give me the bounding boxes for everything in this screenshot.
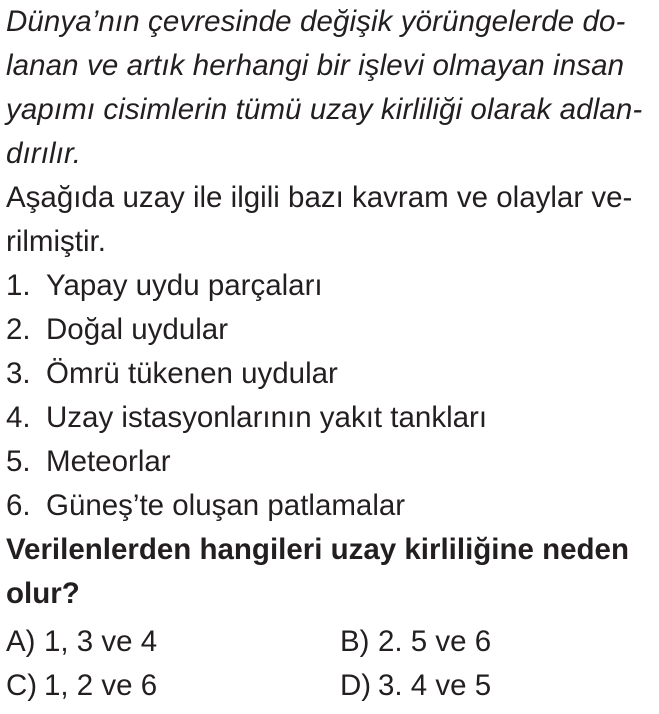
list-item-text: Ömrü tükenen uydular xyxy=(46,357,338,390)
list-item-text: Doğal uydular xyxy=(46,313,229,346)
option-letter: B) xyxy=(340,625,370,658)
list-item-number: 5. xyxy=(6,445,31,478)
list-item-number: 4. xyxy=(6,401,31,434)
intro-line: dırılır. xyxy=(6,137,82,170)
option-text: 1, 3 ve 4 xyxy=(44,625,158,658)
list-item xyxy=(6,308,652,352)
list-item xyxy=(6,396,652,440)
intro-line: yapımı cisimlerin tümü uzay kirliliği olarak adlan- xyxy=(6,93,643,126)
list-item-text: Meteorlar xyxy=(46,445,171,478)
question-line: Verilenlerden hangileri uzay kirliliğine neden xyxy=(6,533,629,566)
lead-line: rilmiştir. xyxy=(6,225,106,258)
option-text: 3. 4 ve 5 xyxy=(378,669,492,702)
list-item-text: Uzay istasyonlarının yakıt tankları xyxy=(46,401,488,434)
option-letter: A) xyxy=(6,625,36,658)
concept-list xyxy=(6,264,652,528)
option-d[interactable] xyxy=(340,664,652,708)
list-item xyxy=(6,440,652,484)
option-c[interactable] xyxy=(6,664,340,708)
list-item-number: 1. xyxy=(6,269,31,302)
option-b[interactable] xyxy=(340,620,652,664)
list-item-number: 2. xyxy=(6,313,31,346)
option-text: 2. 5 ve 6 xyxy=(378,625,492,658)
intro-line: lanan ve artık herhangi bir işlevi olmayan insan xyxy=(6,49,625,82)
list-item-text: Yapay uydu parçaları xyxy=(46,269,323,302)
list-item xyxy=(6,264,652,308)
intro-paragraph xyxy=(6,0,652,176)
lead-paragraph xyxy=(6,176,652,264)
answer-options xyxy=(6,620,652,708)
option-letter: D) xyxy=(340,669,372,702)
option-a[interactable] xyxy=(6,620,340,664)
lead-line: Aşağıda uzay ile ilgili bazı kavram ve olaylar ve- xyxy=(6,181,633,214)
list-item-number: 6. xyxy=(6,489,31,522)
list-item xyxy=(6,352,652,396)
intro-line: Dünya’nın çevresinde değişik yörüngelerde do- xyxy=(6,5,626,38)
list-item-number: 3. xyxy=(6,357,31,390)
question-card xyxy=(6,0,652,708)
question-stem xyxy=(6,528,652,616)
list-item xyxy=(6,484,652,528)
list-item-text: Güneş’te oluşan patlamalar xyxy=(46,489,406,522)
option-text: 1, 2 ve 6 xyxy=(44,669,158,702)
option-letter: C) xyxy=(6,669,38,702)
question-line: olur? xyxy=(6,577,80,610)
